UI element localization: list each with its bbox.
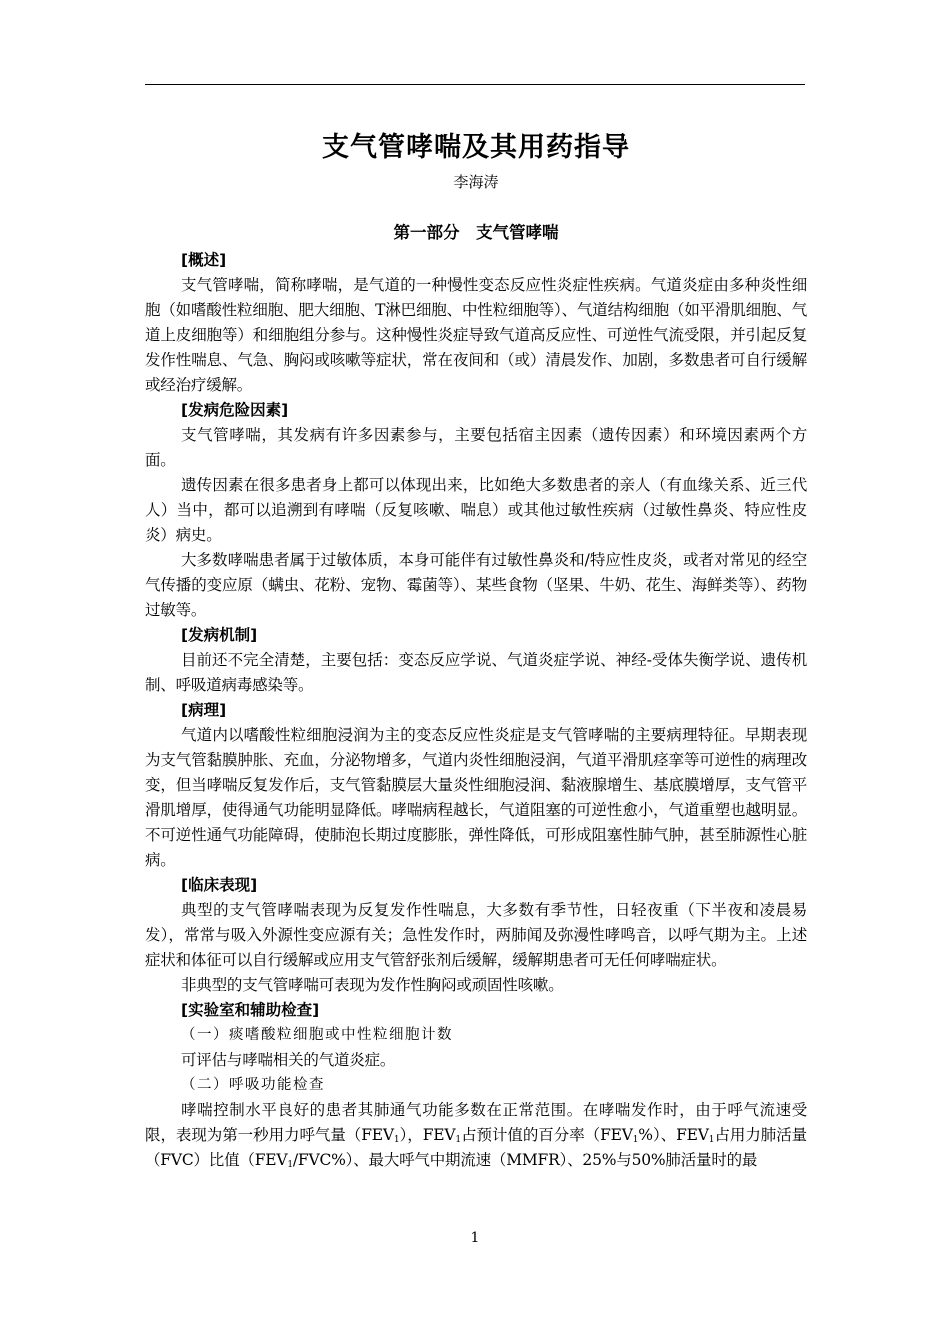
section-heading-clinical: [临床表现] bbox=[181, 876, 258, 894]
lab-text-d: %）、FEV bbox=[638, 1126, 709, 1144]
paragraph-overview: 支气管哮喘，简称哮喘，是气道的一种慢性变态反应性炎症性疾病。气道炎症由多种炎性细胞（如嗜酸性粒细胞、肥大细胞、T淋巴细胞、中性粒细胞等）、气道结构细胞（如平滑肌细胞、气道上皮细胞等）和细胞组分参与。这种慢性炎症导致气道高反应性、可逆性气流受限，并引起反复发作性喘息、气急、胸闷或咳嗽等症状，常在夜间和（或）清晨发作、加剧，多数患者可自行缓解或经治疗缓解。 bbox=[145, 276, 807, 394]
section-heading-overview: [概述] bbox=[181, 251, 227, 269]
section-heading-mechanism: [发病机制] bbox=[181, 626, 258, 644]
paragraph-pathology: 气道内以嗜酸性粒细胞浸润为主的变态反应性炎症是支气管哮喘的主要病理特征。早期表现为支气管黏膜肿胀、充血，分泌物增多，气道内炎性细胞浸润，气道平滑肌痉挛等可逆性的病理改变，但当哮喘反复发作后，支气管黏膜层大量炎性细胞浸润、黏液腺增生、基底膜增厚，支气管平滑肌增厚，使得通气功能明显降低。哮喘病程越长，气道阻塞的可逆性愈小，气道重塑也越明显。不可逆性通气功能障碍，使肺泡长期过度膨胀，弹性降低，可形成阻塞性肺气肿，甚至肺源性心脏病。 bbox=[145, 726, 807, 869]
paragraph-lab-2 bbox=[145, 1098, 807, 1173]
subscript: 1 bbox=[455, 1135, 461, 1145]
lab-text-b: ），FEV bbox=[399, 1126, 456, 1144]
lab-subheading-1: （一）痰嗜酸粒细胞或中性粒细胞计数 bbox=[181, 1027, 453, 1043]
section-heading-risk: [发病危险因素] bbox=[181, 401, 289, 419]
paragraph-mechanism: 目前还不完全清楚，主要包括：变态反应学说、气道炎症学说、神经-受体失衡学说、遗传机制、呼吸道病毒感染等。 bbox=[145, 651, 807, 694]
header-rule bbox=[145, 84, 805, 85]
author: 李海涛 bbox=[453, 173, 499, 191]
paragraph-risk-1: 支气管哮喘，其发病有许多因素参与，主要包括宿主因素（遗传因素）和环境因素两个方面。 bbox=[145, 426, 807, 469]
section-heading-pathology: [病理] bbox=[181, 701, 227, 719]
paragraph-risk-3: 大多数哮喘患者属于过敏体质，本身可能伴有过敏性鼻炎和/特应性皮炎，或者对常见的经空气传播的变应原（螨虫、花粉、宠物、霉菌等）、某些食物（坚果、牛奶、花生、海鲜类等）、药物过敏等。 bbox=[145, 551, 807, 619]
subscript: 1 bbox=[632, 1135, 639, 1145]
page-number: 1 bbox=[470, 1230, 480, 1246]
lab-text-a: 哮喘控制水平良好的患者其肺通气功能多数在正常范围。在哮喘发作时，由于呼气流速受限，表现为第一秒用力呼气量（FEV bbox=[145, 1101, 807, 1144]
document-body bbox=[145, 128, 807, 1173]
paragraph-clinical-1: 典型的支气管哮喘表现为反复发作性喘息，大多数有季节性，日轻夜重（下半夜和凌晨易发），常常与吸入外源性变应源有关；急性发作时，两肺闻及弥漫性哮鸣音，以呼气期为主。上述症状和体征可以自行缓解或应用支气管舒张剂后缓解，缓解期患者可无任何哮喘症状。 bbox=[145, 901, 807, 969]
paragraph-clinical-2: 非典型的支气管哮喘可表现为发作性胸闷或顽固性咳嗽。 bbox=[181, 976, 564, 994]
lab-subheading-2: （二）呼吸功能检查 bbox=[181, 1077, 325, 1093]
lab-text-f: /FVC%）、最大呼气中期流速（MMFR）、25%与50%肺活量时的最 bbox=[292, 1151, 758, 1169]
lab-text-e: 占用力肺活量（FVC）比值（FEV bbox=[145, 1126, 807, 1169]
paragraph-risk-2: 遗传因素在很多患者身上都可以体现出来，比如绝大多数患者的亲人（有血缘关系、近三代人）当中，都可以追溯到有哮喘（反复咳嗽、喘息）或其他过敏性疾病（过敏性鼻炎、特应性皮炎）病史。 bbox=[145, 476, 807, 544]
subscript: 1 bbox=[287, 1160, 293, 1170]
paragraph-lab-1: 可评估与哮喘相关的气道炎症。 bbox=[181, 1051, 396, 1069]
lab-text-c: 占预计值的百分率（FEV bbox=[460, 1126, 633, 1144]
part-heading: 第一部分 支气管哮喘 bbox=[393, 223, 559, 242]
section-heading-lab: [实验室和辅助检查] bbox=[181, 1001, 320, 1019]
subscript: 1 bbox=[708, 1135, 715, 1145]
subscript: 1 bbox=[393, 1135, 400, 1145]
document-title: 支气管哮喘及其用药指导 bbox=[322, 132, 630, 163]
